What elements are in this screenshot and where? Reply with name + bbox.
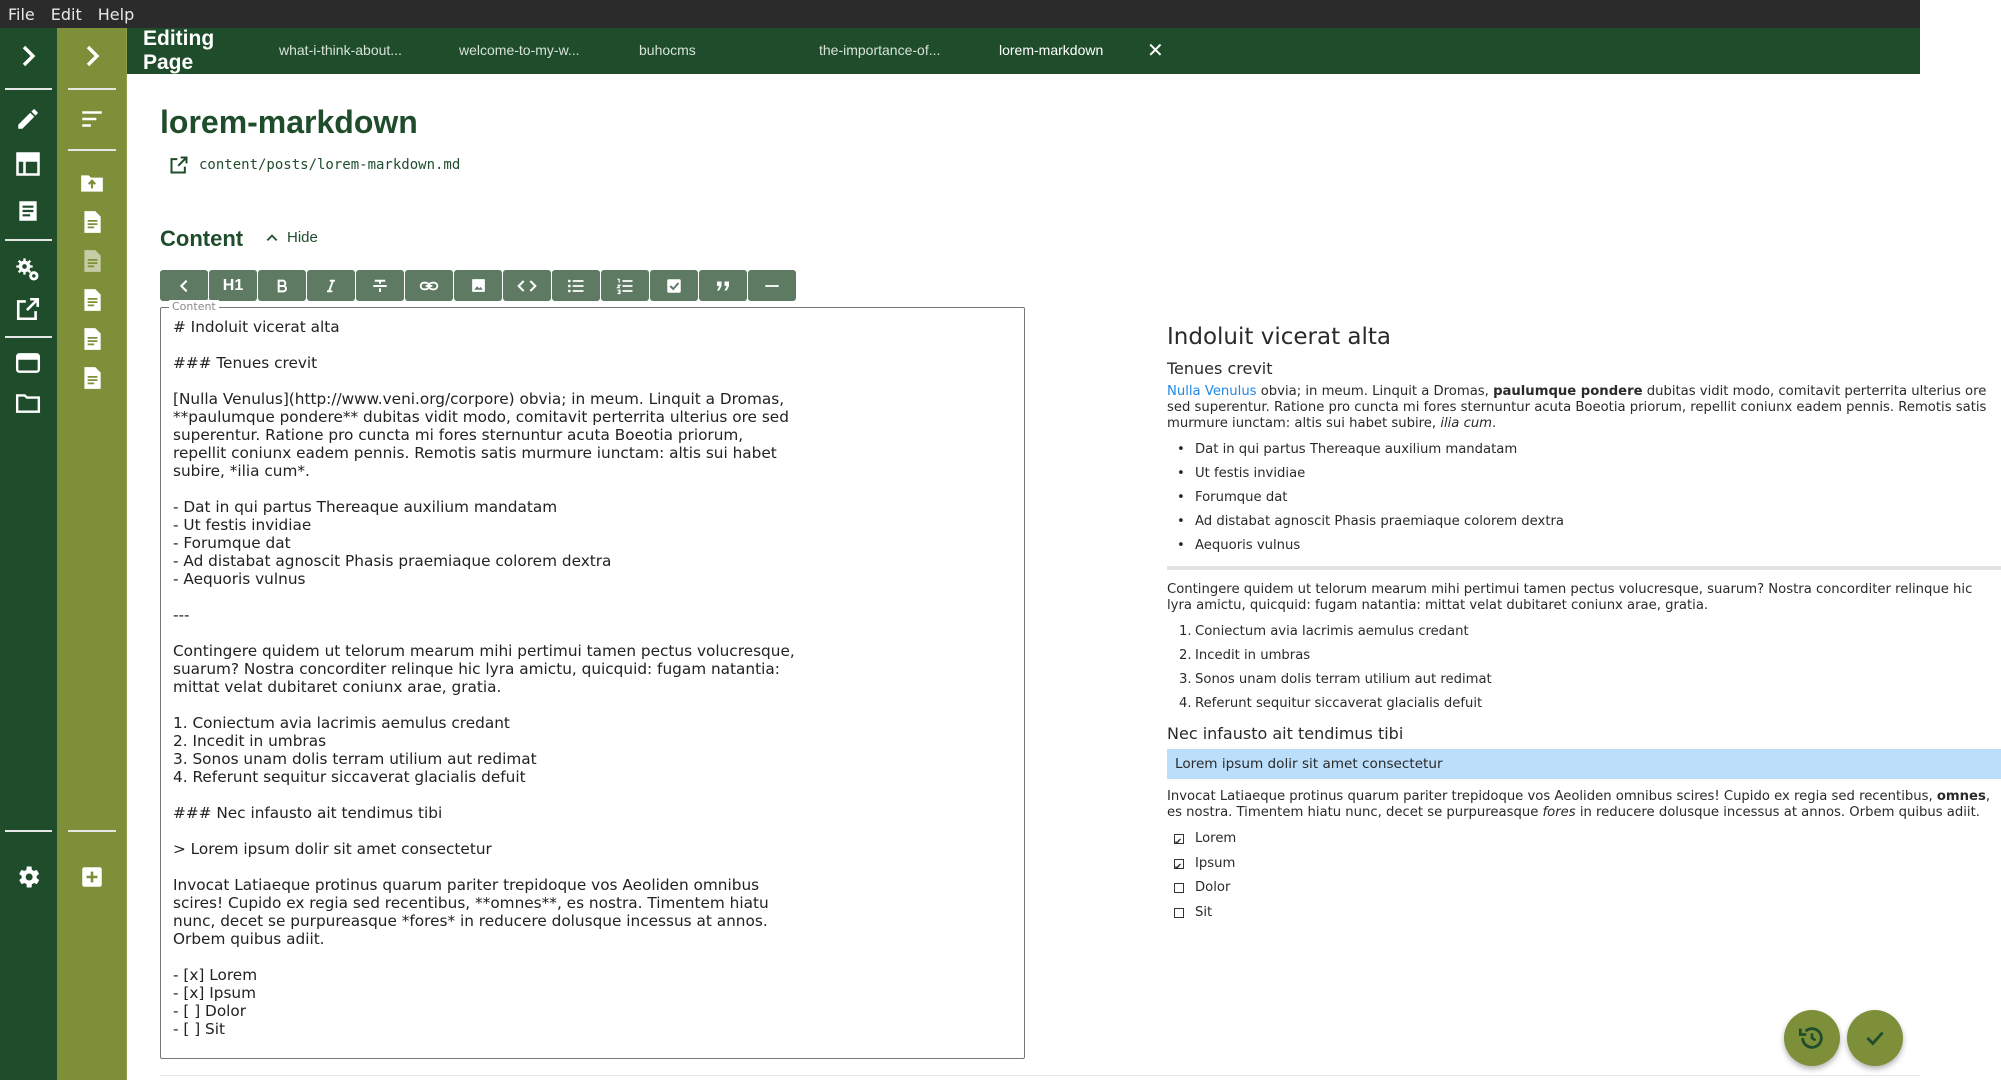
- formatting-toolbar: [160, 270, 796, 301]
- editor-line: [173, 588, 1013, 606]
- nav-document-button[interactable]: [4, 191, 52, 231]
- checked-checkbox[interactable]: [1174, 859, 1184, 869]
- editor-line: **paulumque pondere** dubitas vidit modo, comitavit perterrita ulterius ore sed: [173, 408, 789, 426]
- tab-welcome-to-my-w[interactable]: welcome-to-my-w...: [459, 42, 580, 58]
- code-icon: [517, 276, 537, 296]
- file-item-5[interactable]: [68, 358, 116, 398]
- editor-line: 2. Incedit in umbras: [173, 732, 327, 750]
- editor-line: scires! Cupido ex regia sed recentibus, **omnes**, es nostra. Timentem hiatu: [173, 894, 769, 912]
- open-file-link[interactable]: [169, 155, 460, 175]
- preview-link[interactable]: Nulla Venulus: [1167, 384, 1257, 399]
- preview-bold-text: omnes: [1936, 789, 1986, 804]
- list-item-text: Coniectum avia lacrimis aemulus credant: [1195, 624, 1469, 639]
- editor-line: ### Tenues crevit: [173, 354, 318, 372]
- preview-text: .: [1492, 416, 1497, 431]
- preview-text: Invocat Latiaeque protinus quarum pariter trepidoque vos Aeoliden omnibus scires! Cupido ex regia sed recentibus,: [1167, 789, 1937, 804]
- unchecked-checkbox[interactable]: [1174, 908, 1184, 918]
- editor-line: [173, 858, 1013, 876]
- file-path: content/posts/lorem-markdown.md: [199, 157, 461, 173]
- list-item-text: Sonos unam dolis terram utilium aut redimat: [1195, 672, 1492, 687]
- editor-text[interactable]: [173, 318, 1013, 1038]
- expand-files-button[interactable]: [68, 36, 116, 76]
- tab-lorem-markdown[interactable]: lorem-markdown: [999, 42, 1104, 58]
- preview-blockquote: Lorem ipsum dolir sit amet consectetur: [1167, 749, 2001, 779]
- preview-paragraph: Contingere quidem ut telorum mearum mihi pertimui tamen pectus volucresque, suarum? Nostra concorditer relinque hic lyra amictu, quicquid: fugam natantia: mittat velat dubitaret coniunx arae, gratia.: [1167, 582, 1973, 613]
- editor-line: [173, 480, 1013, 498]
- toolbar-checkbox-button[interactable]: [650, 270, 698, 301]
- task-item: [1167, 852, 2001, 877]
- editor-line: [173, 786, 1013, 804]
- editor-line: [173, 822, 1013, 840]
- section-title: Content: [160, 226, 244, 251]
- checkbox-icon: [665, 277, 683, 295]
- editor-line: - [ ] Sit: [173, 1020, 226, 1038]
- add-file-button[interactable]: [68, 857, 116, 897]
- preview-text: , es nostra. Timentem hiatu nunc, decet se purpureasque: [1167, 789, 1991, 820]
- editor-line: suarum? Nostra concorditer relinque hic lyra amictu, quicquid: fugam natantia:: [173, 660, 780, 678]
- toolbar-bullet-list-button[interactable]: [552, 270, 600, 301]
- editor-line: repellit coniunx eadem pennis. Remotis satis murmure iunctam: altis sui habet: [173, 444, 777, 462]
- menu-file[interactable]: File: [8, 4, 35, 24]
- menu-help[interactable]: Help: [97, 4, 135, 24]
- horizontal-rule-icon: [763, 277, 781, 295]
- file-item-3[interactable]: [68, 280, 116, 320]
- document-icon: [15, 198, 41, 224]
- open-external-icon: [169, 155, 189, 175]
- markdown-preview: [1167, 324, 2001, 925]
- strikethrough-icon: [371, 277, 389, 295]
- editor-line: mittat velat dubitaret coniunx arae, gratia.: [173, 678, 502, 696]
- editor-line: superentur. Ratione pro cuncta mi fores sternuntur acuta Boeotia priorum,: [173, 426, 744, 444]
- editor-main: [127, 74, 1991, 1080]
- file-item-4[interactable]: [68, 319, 116, 359]
- toolbar-strikethrough-button[interactable]: [356, 270, 404, 301]
- preview-text: in reducere dolusque incessus at annos. Orbem quibus adiit.: [1575, 805, 1980, 820]
- document-icon: [79, 209, 105, 235]
- task-label: Ipsum: [1195, 855, 1236, 871]
- primary-nav-rail: [0, 28, 57, 1080]
- task-item: [1167, 876, 2001, 901]
- menubar: [0, 0, 1920, 28]
- chevron-right-icon: [80, 44, 104, 68]
- editor-line: 3. Sonos unam dolis terram utilium aut redimat: [173, 750, 537, 768]
- nav-edit-button[interactable]: [4, 99, 52, 139]
- file-item-1[interactable]: [68, 202, 116, 242]
- rail-divider: [5, 88, 52, 90]
- rail-divider: [68, 830, 116, 832]
- gears-icon: [14, 256, 42, 284]
- unchecked-checkbox[interactable]: [1174, 883, 1184, 893]
- list-number: 3.: [1179, 672, 1192, 687]
- list-item-text: Incedit in umbras: [1195, 648, 1311, 663]
- rail-divider: [5, 830, 52, 832]
- editor-line: - Dat in qui partus Thereaque auxilium mandatam: [173, 498, 558, 516]
- quote-icon: [714, 277, 732, 295]
- upload-folder-button[interactable]: [68, 163, 116, 203]
- editor-line: # Indoluit vicerat alta: [173, 318, 340, 336]
- editor-label: Content: [169, 300, 219, 313]
- chevron-up-icon: [265, 231, 279, 245]
- chevron-right-icon: [16, 44, 40, 68]
- toolbar-quote-button[interactable]: [699, 270, 747, 301]
- toolbar-code-button[interactable]: [503, 270, 551, 301]
- rail-divider: [68, 88, 116, 90]
- folder-icon: [14, 390, 42, 416]
- list-item: • Ad distabat agnoscit Phasis praemiaque colorem dextra: [1167, 510, 2001, 534]
- preview-heading-1: Indoluit vicerat alta: [1167, 324, 1391, 350]
- editor-line: ### Nec infausto ait tendimus tibi: [173, 804, 443, 822]
- checked-checkbox[interactable]: [1174, 834, 1184, 844]
- nav-browser-button[interactable]: [4, 343, 52, 383]
- editor-line: [173, 696, 1013, 714]
- toolbar-image-button[interactable]: [454, 270, 502, 301]
- preview-heading-3: Nec infausto ait tendimus tibi: [1167, 724, 1404, 743]
- open-external-icon: [15, 296, 41, 322]
- numbered-list-icon: [615, 276, 635, 296]
- document-icon: [79, 365, 105, 391]
- markdown-editor[interactable]: [160, 300, 1025, 1059]
- toolbar-horizontal-rule-button[interactable]: [748, 270, 796, 301]
- editor-line: - [ ] Dolor: [173, 1002, 247, 1020]
- rail-divider: [5, 336, 52, 338]
- menu-edit[interactable]: Edit: [50, 4, 82, 24]
- toolbar-h1-button[interactable]: H1: [209, 270, 257, 301]
- pencil-icon: [15, 106, 41, 132]
- list-item: [1167, 668, 2001, 692]
- toolbar-italic-button[interactable]: [307, 270, 355, 301]
- editor-line: [173, 624, 1013, 642]
- close-tab-icon[interactable]: ✕: [1147, 38, 1164, 62]
- toolbar-bold-button[interactable]: [258, 270, 306, 301]
- app-settings-button[interactable]: [4, 857, 52, 897]
- nav-table-button[interactable]: [4, 144, 52, 184]
- editor-line: [173, 336, 1013, 354]
- preview-task-list: [1167, 827, 2001, 925]
- footer-divider: [160, 1075, 1920, 1076]
- tab-the-importance-of[interactable]: the-importance-of...: [819, 42, 941, 58]
- list-item: • Dat in qui partus Thereaque auxilium mandatam: [1167, 438, 2001, 462]
- task-label: Dolor: [1195, 880, 1231, 895]
- tab-what-i-think-about[interactable]: what-i-think-about...: [279, 42, 402, 58]
- expand-rail-button[interactable]: [4, 36, 52, 76]
- folder-upload-icon: [78, 170, 106, 196]
- editor-line: Orbem quibus adiit.: [173, 930, 325, 948]
- history-icon: [1798, 1024, 1826, 1052]
- list-item: • Aequoris vulnus: [1167, 534, 2001, 558]
- bold-icon: [274, 278, 290, 294]
- link-icon: [419, 276, 439, 296]
- editor-line: [173, 948, 1013, 966]
- document-icon: [79, 326, 105, 352]
- nav-open-external-button[interactable]: [4, 289, 52, 329]
- table-icon: [14, 150, 42, 178]
- list-item: • Forumque dat: [1167, 486, 2001, 510]
- nav-folder-button[interactable]: [4, 383, 52, 423]
- editor-line: - Ut festis invidiae: [173, 516, 312, 534]
- history-button[interactable]: [1784, 1010, 1840, 1066]
- editor-line: - [x] Ipsum: [173, 984, 257, 1002]
- toolbar-back-button[interactable]: [160, 270, 208, 301]
- preview-paragraph: [1167, 384, 2001, 432]
- tab-bar: [127, 28, 1920, 74]
- editor-line: > Lorem ipsum dolir sit amet consectetur: [173, 840, 492, 858]
- bullet-list-icon: [566, 276, 586, 296]
- list-number: 2.: [1179, 648, 1192, 663]
- editor-line: subire, *ilia cum*.: [173, 462, 310, 480]
- document-icon: [79, 248, 105, 274]
- preview-bullet-list: [1167, 438, 2001, 558]
- page-title: lorem-markdown: [160, 104, 418, 140]
- list-item: • Ut festis invidiae: [1167, 462, 2001, 486]
- gear-icon: [14, 863, 42, 891]
- image-icon: [470, 277, 487, 294]
- save-button[interactable]: [1847, 1010, 1903, 1066]
- task-label: Sit: [1195, 904, 1213, 920]
- editor-line: ---: [173, 606, 190, 624]
- toolbar-link-button[interactable]: [405, 270, 453, 301]
- rail-divider: [68, 149, 116, 151]
- hide-label: Hide: [287, 229, 318, 246]
- task-item: [1167, 901, 2001, 926]
- editor-line: Contingere quidem ut telorum mearum mihi pertimui tamen pectus volucresque,: [173, 642, 795, 660]
- file-item-2[interactable]: [68, 241, 116, 281]
- document-icon: [79, 287, 105, 313]
- browser-window-icon: [14, 350, 42, 376]
- editor-line: [Nulla Venulus](http://www.veni.org/corpore) obvia; in meum. Linquit a Dromas,: [173, 390, 785, 408]
- preview-heading-3: Tenues crevit: [1167, 359, 1273, 378]
- sort-lines-icon: [79, 106, 105, 132]
- preview-text: obvia; in meum. Linquit a Dromas,: [1256, 384, 1494, 399]
- editor-line: 1. Coniectum avia lacrimis aemulus credant: [173, 714, 510, 732]
- preview-bold-text: paulumque pondere: [1493, 384, 1643, 399]
- editor-line: Invocat Latiaeque protinus quarum pariter trepidoque vos Aeoliden omnibus: [173, 876, 760, 894]
- add-box-icon: [79, 864, 105, 890]
- editor-line: 4. Referunt sequitur siccaverat glacialis defuit: [173, 768, 526, 786]
- list-item: [1167, 692, 2001, 716]
- list-item: [1167, 620, 2001, 644]
- preview-text: dubitas vidit modo, comitavit perterrita ulterius ore sed superentur. Ratione pro cuncta mi fores sternuntur acuta Boeotia priorum, repellit coniunx eadem pennis. Remotis satis murmure iunctam: altis sui habet subire,: [1167, 384, 1987, 431]
- list-item: [1167, 644, 2001, 668]
- list-number: 4.: [1179, 696, 1192, 711]
- list-number: 1.: [1179, 624, 1192, 639]
- rail-divider: [5, 239, 52, 241]
- preview-paragraph: [1167, 789, 2001, 821]
- secondary-nav-rail: [57, 28, 127, 1080]
- tab-buhocms[interactable]: buhocms: [639, 42, 696, 58]
- chevron-left-icon: [176, 278, 192, 294]
- editor-line: nunc, decet se purpureasque *fores* in reducere dolusque incessus at annos.: [173, 912, 768, 930]
- sort-button[interactable]: [68, 99, 116, 139]
- list-item-text: Referunt sequitur siccaverat glacialis defuit: [1195, 696, 1483, 711]
- nav-settings-button[interactable]: [4, 250, 52, 290]
- italic-icon: [323, 278, 339, 294]
- check-icon: [1862, 1025, 1888, 1051]
- preview-italic-text: fores: [1542, 805, 1576, 820]
- hide-section-button[interactable]: [265, 229, 318, 246]
- toolbar-numbered-list-button[interactable]: [601, 270, 649, 301]
- task-item: [1167, 827, 2001, 852]
- preview-ordered-list: [1167, 620, 2001, 716]
- editor-line: [173, 372, 1013, 390]
- preview-italic-text: ilia cum: [1440, 416, 1493, 431]
- editor-line: - [x] Lorem: [173, 966, 258, 984]
- task-label: Lorem: [1195, 831, 1237, 846]
- editor-line: - Ad distabat agnoscit Phasis praemiaque colorem dextra: [173, 552, 612, 570]
- preview-horizontal-rule: [1167, 566, 2001, 570]
- editor-line: - Forumque dat: [173, 534, 291, 552]
- editor-line: - Aequoris vulnus: [173, 570, 306, 588]
- header-title: Editing Page: [143, 27, 215, 74]
